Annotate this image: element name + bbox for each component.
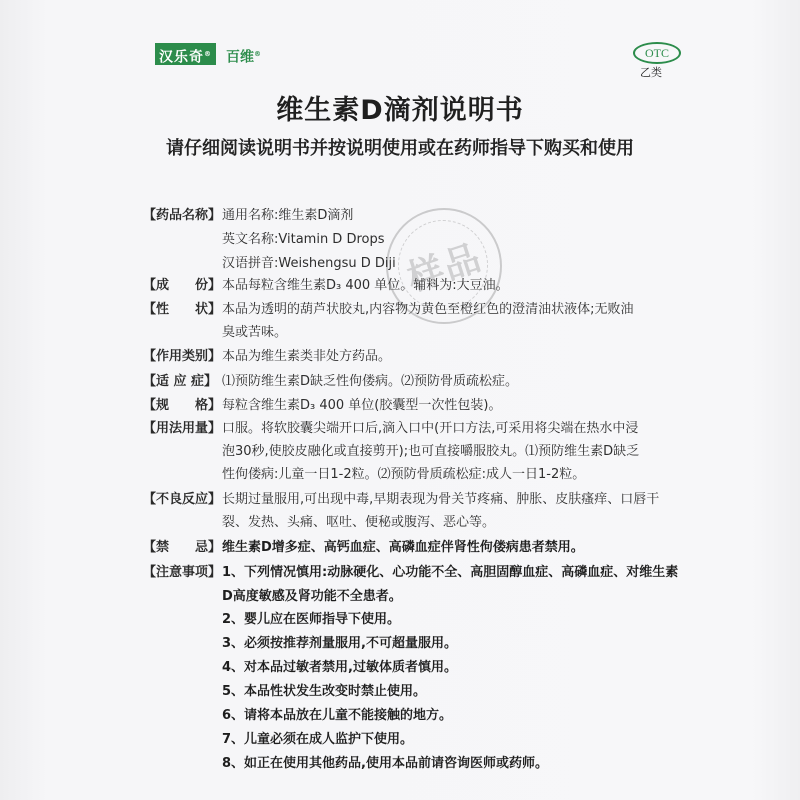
- adverse-line-2: 裂、发热、头痛、呕吐、便秘或腹泻、恶心等。: [222, 515, 496, 530]
- properties-line-1: 本品为透明的葫芦状胶丸,内容物为黄色至橙红色的澄清油状液体;无败油: [222, 302, 634, 317]
- document-title: 维生素D滴剂说明书: [276, 95, 524, 126]
- contraindications-line-1: 维生素D增多症、高钙血症、高磷血症伴肾性佝偻病患者禁用。: [222, 540, 584, 555]
- section-label-precautions: 【注意事项】: [143, 565, 222, 580]
- document-subtitle: 请仔细阅读说明书并按说明使用或在药师指导下购买和使用: [166, 138, 634, 159]
- dosage-line-3: 性佝偻病:儿童一日1-2粒。⑵预防骨质疏松症:成人一日1-2粒。: [222, 467, 586, 482]
- properties-line-2: 臭或苦味。: [222, 325, 288, 340]
- section-label-properties: 【性 状】: [143, 302, 222, 317]
- precautions-line-8: 7、儿童必须在成人监护下使用。: [222, 732, 414, 747]
- precautions-line-4: 3、必须按推荐剂量服用,不可超量服用。: [222, 636, 457, 651]
- precautions-line-1: 1、下列情况慎用:动脉硬化、心功能不全、高胆固醇血症、高磷血症、对维生素: [222, 565, 679, 580]
- category-line-1: 本品为维生素类非处方药品。: [222, 349, 392, 364]
- section-label-dosage: 【用法用量】: [143, 421, 222, 436]
- dosage-line-1: 口服。将软胶囊尖端开口后,滴入口中(开口方法,可采用将尖端在热水中浸: [222, 421, 639, 436]
- brand-right-text: 百维: [226, 49, 254, 66]
- precautions-line-6: 5、本品性状发生改变时禁止使用。: [222, 684, 427, 699]
- dosage-line-2: 泡30秒,使胶皮融化或直接剪开);也可直接嚼服胶丸。⑴预防维生素D缺乏: [222, 444, 640, 459]
- specification-line-1: 每粒含维生素D₃ 400 单位(胶囊型一次性包装)。: [222, 398, 502, 413]
- otc-class-label: 乙类: [640, 66, 662, 79]
- precautions-line-3: 2、婴儿应在医师指导下使用。: [222, 612, 401, 627]
- section-label-indications: 【适 应 症】: [143, 374, 218, 389]
- section-label-adverse-reactions: 【不良反应】: [143, 492, 222, 507]
- section-label-drug-name: 【药品名称】: [143, 208, 222, 223]
- section-label-category: 【作用类别】: [143, 349, 222, 364]
- drug-name-line-2: 英文名称:Vitamin D Drops: [222, 232, 385, 247]
- drug-name-line-3: 汉语拼音:Weishengsu D Diji: [222, 256, 396, 271]
- brand-right-registered-mark: ®: [254, 50, 261, 58]
- drug-name-line-1: 通用名称:维生素D滴剂: [222, 208, 354, 223]
- section-label-specification: 【规 格】: [143, 398, 222, 413]
- adverse-line-1: 长期过量服用,可出现中毒,早期表现为骨关节疼痛、肿胀、皮肤瘙痒、口唇干: [222, 492, 660, 507]
- ingredients-line-1: 本品每粒含维生素D₃ 400 单位。辅料为:大豆油。: [222, 278, 509, 293]
- indications-line-1: ⑴预防维生素D缺乏性佝偻病。⑵预防骨质疏松症。: [222, 374, 519, 389]
- sample-stamp-text: 样品: [402, 237, 488, 300]
- section-label-ingredients: 【成 份】: [143, 278, 222, 293]
- precautions-line-2: D高度敏感及肾功能不全患者。: [222, 589, 402, 604]
- precautions-line-7: 6、请将本品放在儿童不能接触的地方。: [222, 708, 453, 723]
- brand-left-text: 汉乐奇: [159, 49, 204, 66]
- brand-left-registered-mark: ®: [204, 50, 212, 58]
- section-label-contraindications: 【禁 忌】: [143, 540, 222, 555]
- otc-badge: OTC: [633, 42, 681, 64]
- precautions-line-5: 4、对本品过敏者禁用,过敏体质者慎用。: [222, 660, 457, 675]
- precautions-line-9: 8、如正在使用其他药品,使用本品前请咨询医师或药师。: [222, 756, 548, 771]
